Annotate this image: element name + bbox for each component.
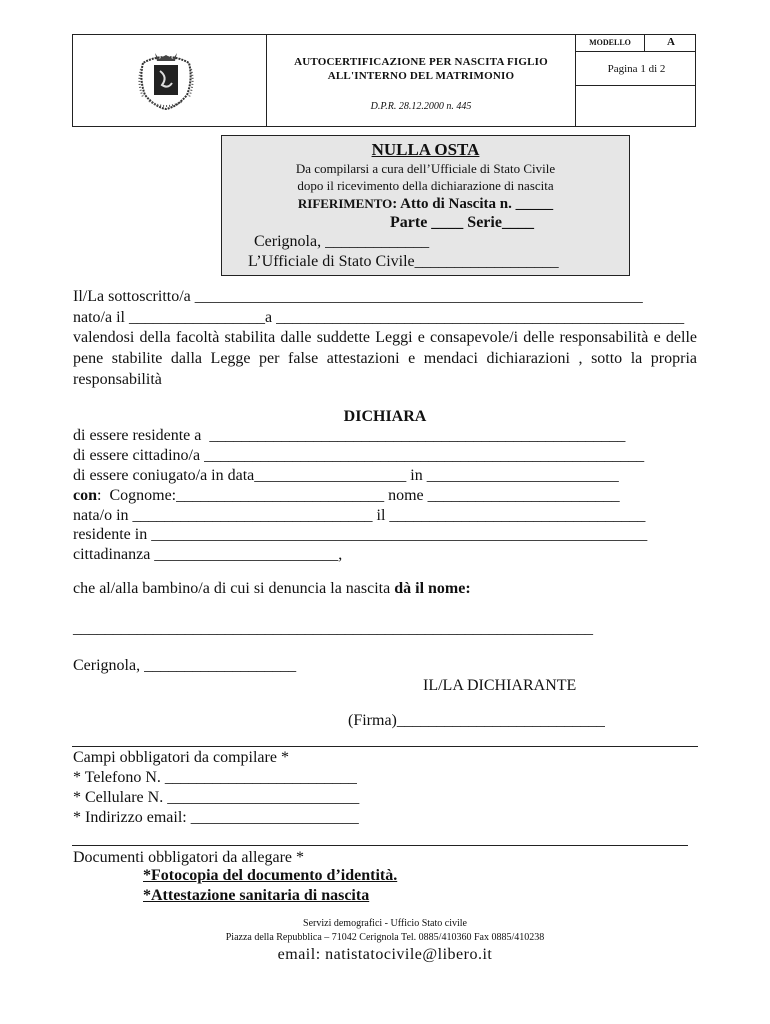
nato-il-field[interactable]: nato/a il _________________a ___________________________________________________ (73, 309, 685, 326)
cellulare-field[interactable]: * Cellulare N. ________________________ (73, 789, 360, 806)
attestazione-sanitaria-item: *Attestazione sanitaria di nascita (143, 887, 370, 904)
nulla-osta-line: Da compilarsi a cura dell’Ufficiale di Stato Civile (295, 161, 556, 176)
header-divider (575, 51, 695, 52)
modello-label: MODELLO (589, 38, 631, 47)
firma-luogo-field[interactable]: Cerignola, ___________________ (73, 657, 297, 674)
cognome-nome-blanks: : Cognome:__________________________ nome ________________________ (97, 487, 620, 504)
footer-office: Servizi demografici - Ufficio Stato civile (303, 918, 467, 929)
coniuge-residenza-field[interactable]: residente in ______________________________________________________________ (73, 526, 648, 543)
luogo-field[interactable]: Cerignola, _____________ (254, 233, 430, 250)
header-table (72, 34, 696, 127)
dichiara-heading: DICHIARA (343, 408, 427, 425)
footer-email: email: natistatocivile@libero.it (277, 946, 493, 963)
dichiarante-label: IL/LA DICHIARANTE (423, 677, 577, 694)
coniugato-field[interactable]: di essere coniugato/a in data___________________ in ________________________ (73, 467, 619, 484)
firma-field[interactable]: (Firma)__________________________ (348, 712, 605, 729)
header-divider (575, 85, 695, 86)
ufficiale-field[interactable]: L’Ufficiale di Stato Civile__________________ (248, 253, 559, 270)
riferimento-value: : Atto di Nascita n. _____ (392, 196, 554, 212)
cittadino-field[interactable]: di essere cittadino/a _______________________________________________________ (73, 447, 645, 464)
footer-address: Piazza della Repubblica – 71042 Cerignola Tel. 0885/410360 Fax 0885/410238 (225, 932, 545, 943)
email-field[interactable]: * Indirizzo email: _____________________ (73, 809, 359, 826)
document-title (267, 55, 575, 83)
coniuge-nascita-field[interactable]: nata/o in ______________________________ il ________________________________ (73, 507, 646, 524)
coniuge-cognome-nome-field[interactable] (73, 487, 620, 505)
nulla-osta-line: dopo il ricevimento della dichiarazione di nascita (297, 178, 554, 193)
coat-of-arms-logo (135, 49, 197, 111)
con-label: con (73, 487, 97, 504)
intro-paragraph: valendosi della facoltà stabilita dalle suddette Leggi e consapevole/i delle responsabilità e delle pene stabilite dalla Legge per false attestazioni e mendaci dichiarazioni , sotto la propria responsabilità (73, 329, 697, 388)
riferimento-line (222, 196, 629, 213)
nulla-osta-title: NULLA OSTA (371, 140, 480, 159)
title-line-1: AUTOCERTIFICAZIONE PER NASCITA FIGLIO (294, 56, 548, 68)
nome-bambino-field[interactable]: _________________________________________________________________ (73, 620, 593, 637)
section-divider (72, 746, 698, 747)
telefono-field[interactable]: * Telefono N. ________________________ (73, 769, 357, 786)
sottoscritto-field[interactable]: Il/La sottoscritto/a ________________________________________________________ (73, 288, 643, 305)
parte-serie-field[interactable]: Parte ____ Serie____ (390, 214, 534, 231)
residente-field[interactable]: di essere residente a ____________________________________________________ (73, 427, 626, 444)
riferimento-label: RIFERIMENTO (297, 196, 393, 211)
nome-text: che al/alla bambino/a di cui si denuncia la nascita (73, 580, 395, 597)
documenti-title: Documenti obbligatori da allegare * (73, 849, 305, 866)
campi-title: Campi obbligatori da compilare * (73, 749, 289, 766)
nome-bold: dà il nome: (394, 580, 471, 597)
document-subtitle: D.P.R. 28.12.2000 n. 445 (370, 101, 472, 112)
page-number: Pagina 1 di 2 (607, 63, 666, 75)
title-line-2: ALL'INTERNO DEL MATRIMONIO (327, 70, 515, 82)
section-divider (72, 845, 688, 846)
nome-bambino-line (73, 580, 471, 598)
coniuge-cittadinanza-field[interactable]: cittadinanza _______________________, (73, 546, 343, 563)
nulla-osta-box (221, 135, 630, 276)
header-divider (575, 35, 576, 126)
modello-value: A (667, 36, 675, 48)
documento-identita-item: *Fotocopia del documento d’identità. (143, 867, 398, 884)
